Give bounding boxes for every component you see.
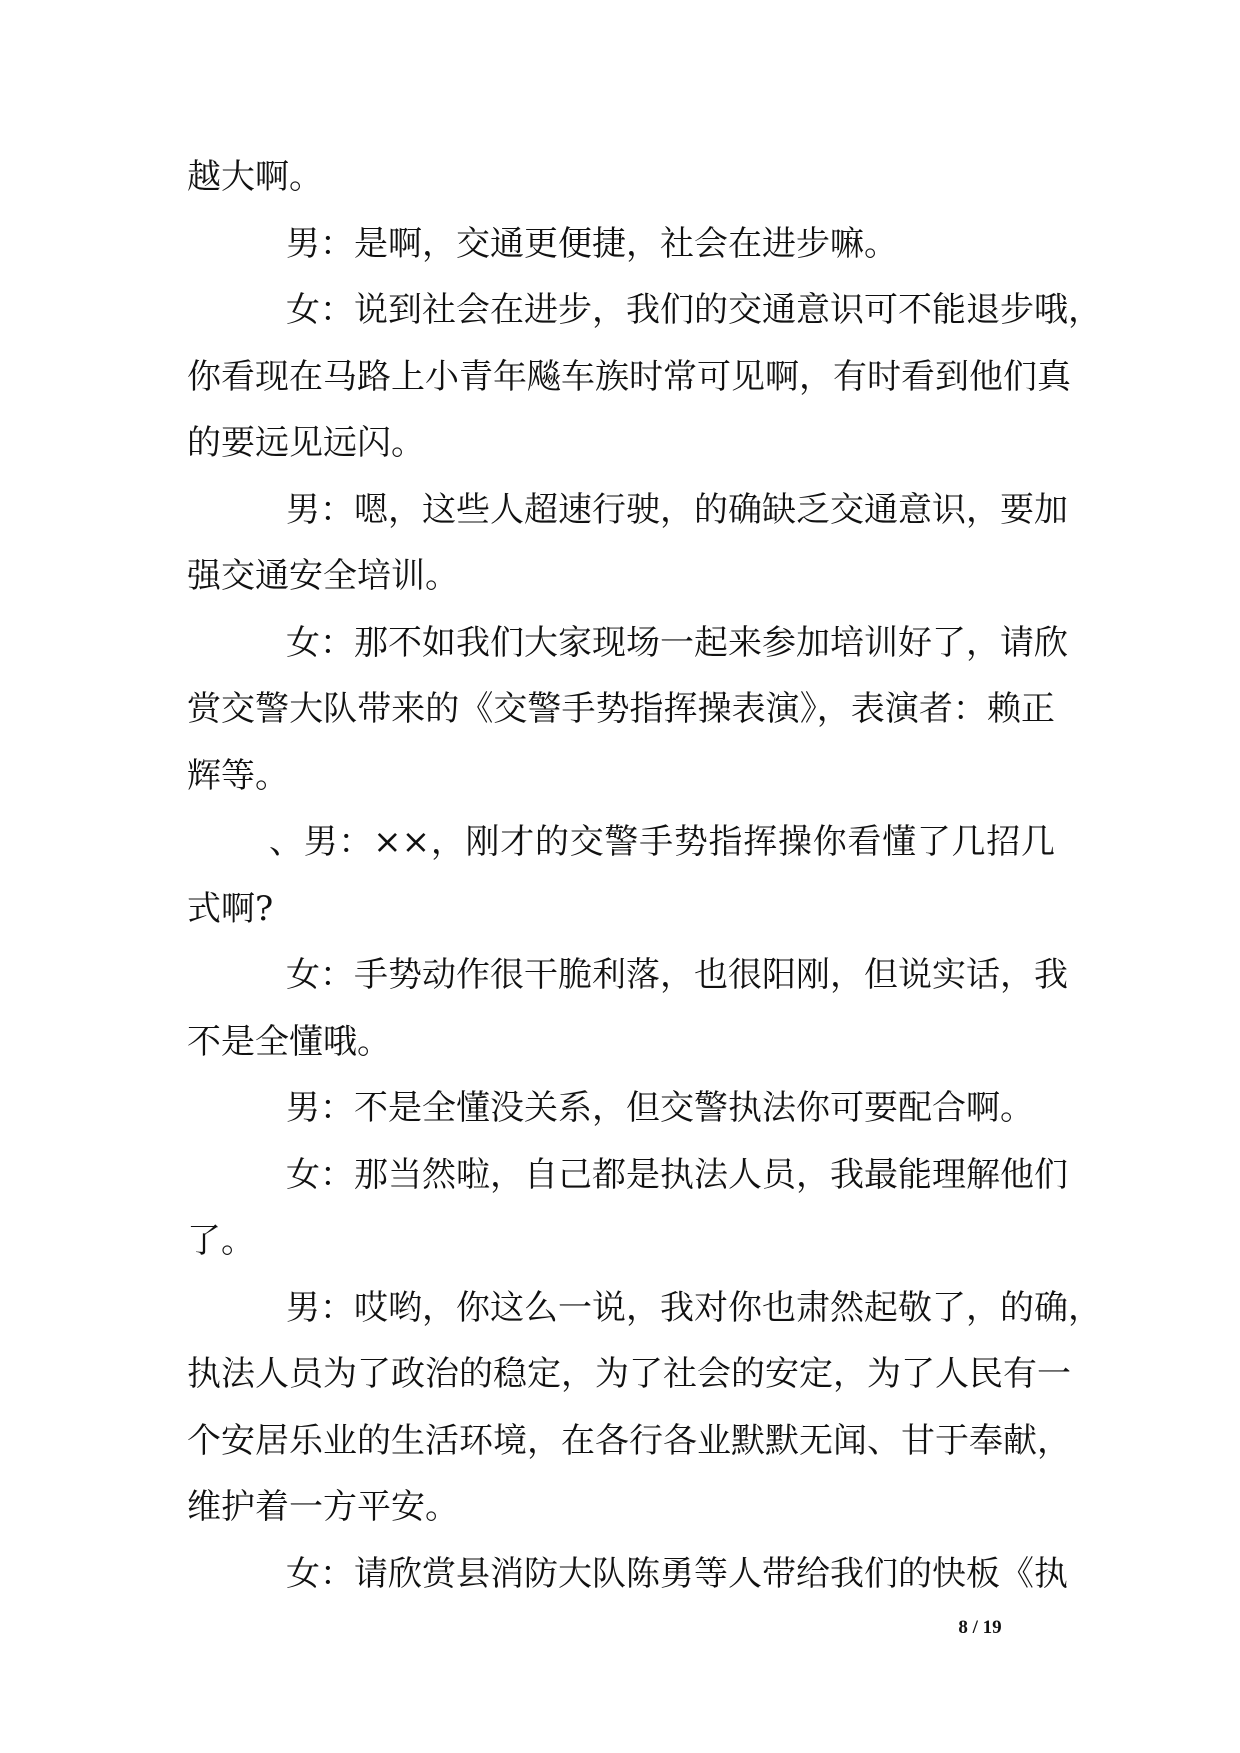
text-line: 、男：××，刚才的交警手势指挥操你看懂了几招几 — [269, 822, 1055, 862]
text-line: 辉等。 — [187, 755, 289, 796]
text-line: 越大啊。 — [187, 157, 323, 197]
text-line: 的要远见远闪。 — [187, 423, 425, 463]
text-line: 女：手势动作很干脆利落，也很阳刚，但说实话，我 — [286, 955, 1068, 995]
text-line: 女：说到社会在进步，我们的交通意识可不能退步哦， — [286, 290, 1102, 330]
text-line: 男：不是全懂没关系，但交警执法你可要配合啊。 — [286, 1088, 1034, 1128]
text-line: 强交通安全培训。 — [187, 556, 459, 596]
text-line: 女：请欣赏县消防大队陈勇等人带给我们的快板《执 — [286, 1553, 1068, 1594]
text-line: 了。 — [187, 1221, 255, 1261]
page-number: 8 / 19 — [958, 1617, 1002, 1638]
text-line: 男：哎哟，你这么一说，我对你也肃然起敬了，的确， — [286, 1287, 1102, 1328]
text-line: 女：那不如我们大家现场一起来参加培训好了，请欣 — [286, 622, 1068, 663]
text-line: 男：是啊，交通更便捷，社会在进步嘛。 — [286, 223, 898, 264]
text-line: 个安居乐业的生活环境，在各行各业默默无闻、甘于奉献， — [187, 1420, 1071, 1461]
text-line: 维护着一方平安。 — [187, 1487, 459, 1527]
body-text — [187, 157, 1102, 1621]
text-line: 式啊? — [187, 888, 274, 929]
text-line: 赏交警大队带来的《交警手势指挥操表演》，表演者：赖正 — [187, 689, 1055, 729]
text-line: 女：那当然啦，自己都是执法人员，我最能理解他们 — [286, 1154, 1068, 1195]
text-line: 男：嗯，这些人超速行驶，的确缺乏交通意识，要加 — [286, 489, 1068, 530]
text-line: 不是全懂哦。 — [187, 1021, 391, 1062]
text-line: 执法人员为了政治的稳定，为了社会的安定，为了人民有一 — [187, 1354, 1071, 1394]
text-line: 你看现在马路上小青年飚车族时常可见啊，有时看到他们真 — [187, 356, 1071, 397]
